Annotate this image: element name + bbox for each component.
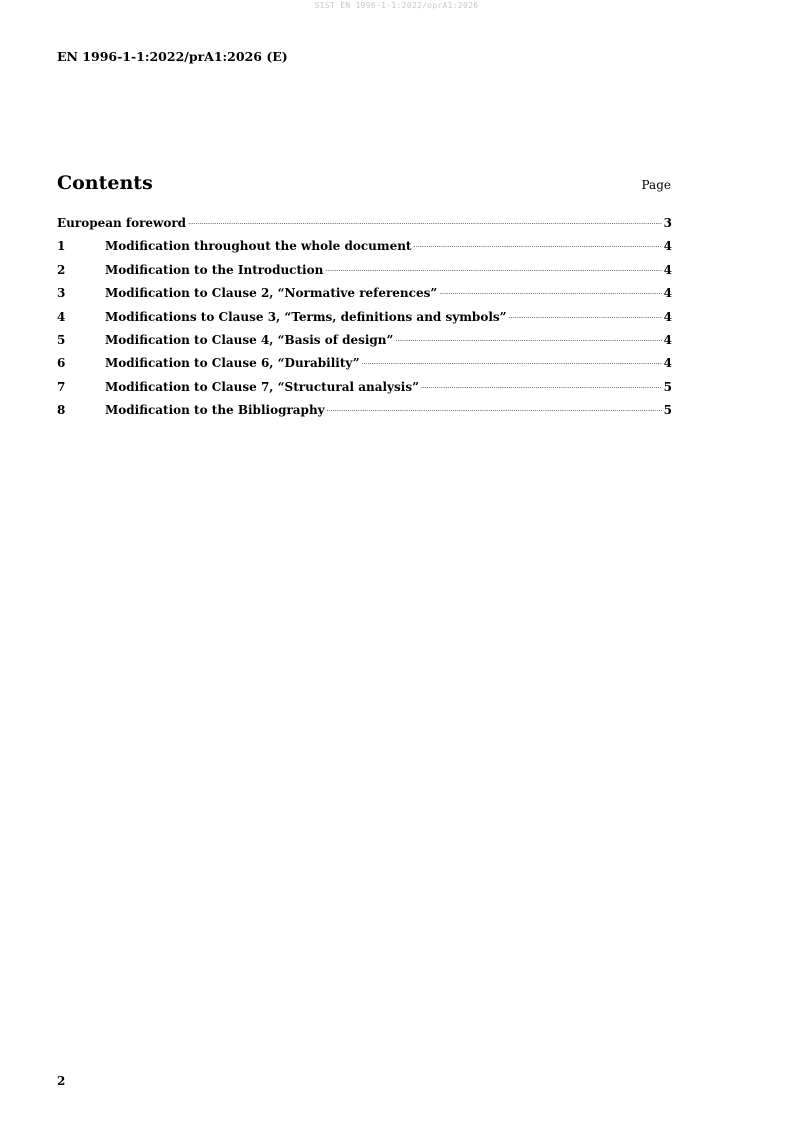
toc-entry-number: 8 xyxy=(57,403,66,418)
toc-dot-leader xyxy=(395,331,661,343)
contents-title: Contents xyxy=(57,172,153,194)
toc-entry-6[interactable] xyxy=(57,355,672,378)
toc-entry-page: 4 xyxy=(663,239,672,254)
toc-entry-8[interactable] xyxy=(57,402,672,425)
toc-dot-leader xyxy=(325,261,661,273)
toc-dot-leader xyxy=(362,354,662,366)
table-of-contents xyxy=(57,215,672,426)
toc-dot-leader xyxy=(413,237,661,249)
toc-entry-page: 4 xyxy=(663,286,672,301)
document-id-header: EN 1996-1-1:2022/prA1:2026 (E) xyxy=(57,49,288,64)
toc-entry-title: European foreword xyxy=(57,216,187,230)
toc-entry-title: Modification to Clause 2, “Normative references” xyxy=(105,286,438,301)
toc-entry-1[interactable] xyxy=(57,238,672,261)
watermark: SIST EN 1996-1-1:2022/oprA1:2026 xyxy=(314,1,479,10)
toc-entry-page: 4 xyxy=(663,356,672,371)
toc-entry-number: 7 xyxy=(57,379,66,394)
toc-dot-leader xyxy=(439,284,661,296)
toc-entry-number: 3 xyxy=(57,286,66,301)
toc-entry-foreword[interactable] xyxy=(57,215,672,238)
toc-dot-leader xyxy=(327,401,662,413)
toc-dot-leader xyxy=(509,308,662,320)
page-column-label: Page xyxy=(641,178,671,192)
toc-entry-title: Modification to Clause 6, “Durability” xyxy=(105,356,360,371)
toc-entry-title: Modification to Clause 7, “Structural analysis” xyxy=(105,379,420,394)
toc-entry-page: 5 xyxy=(663,403,672,418)
toc-entry-2[interactable] xyxy=(57,262,672,285)
toc-entry-page: 4 xyxy=(663,262,672,277)
toc-entry-page: 3 xyxy=(663,216,672,230)
toc-entry-page: 4 xyxy=(663,332,672,347)
toc-entry-title: Modification to the Bibliography xyxy=(105,403,325,418)
toc-entry-title: Modification to Clause 4, “Basis of design” xyxy=(105,332,394,347)
toc-entry-number: 4 xyxy=(57,309,66,324)
toc-entry-number: 1 xyxy=(57,239,66,254)
toc-entry-number: 5 xyxy=(57,332,66,347)
page-number: 2 xyxy=(57,1074,66,1088)
toc-entry-4[interactable] xyxy=(57,309,672,332)
toc-entry-title: Modifications to Clause 3, “Terms, definitions and symbols” xyxy=(105,309,507,324)
toc-entry-5[interactable] xyxy=(57,332,672,355)
toc-entry-7[interactable] xyxy=(57,379,672,402)
toc-entry-page: 5 xyxy=(663,379,672,394)
toc-entry-number: 6 xyxy=(57,356,66,371)
contents-heading xyxy=(57,172,671,198)
toc-dot-leader xyxy=(421,378,662,390)
toc-entry-title: Modification to the Introduction xyxy=(105,262,324,277)
toc-dot-leader xyxy=(188,214,662,226)
toc-entry-number: 2 xyxy=(57,262,66,277)
toc-entry-3[interactable] xyxy=(57,285,672,308)
toc-entry-page: 4 xyxy=(663,309,672,324)
toc-entry-title: Modification throughout the whole document xyxy=(105,239,412,254)
